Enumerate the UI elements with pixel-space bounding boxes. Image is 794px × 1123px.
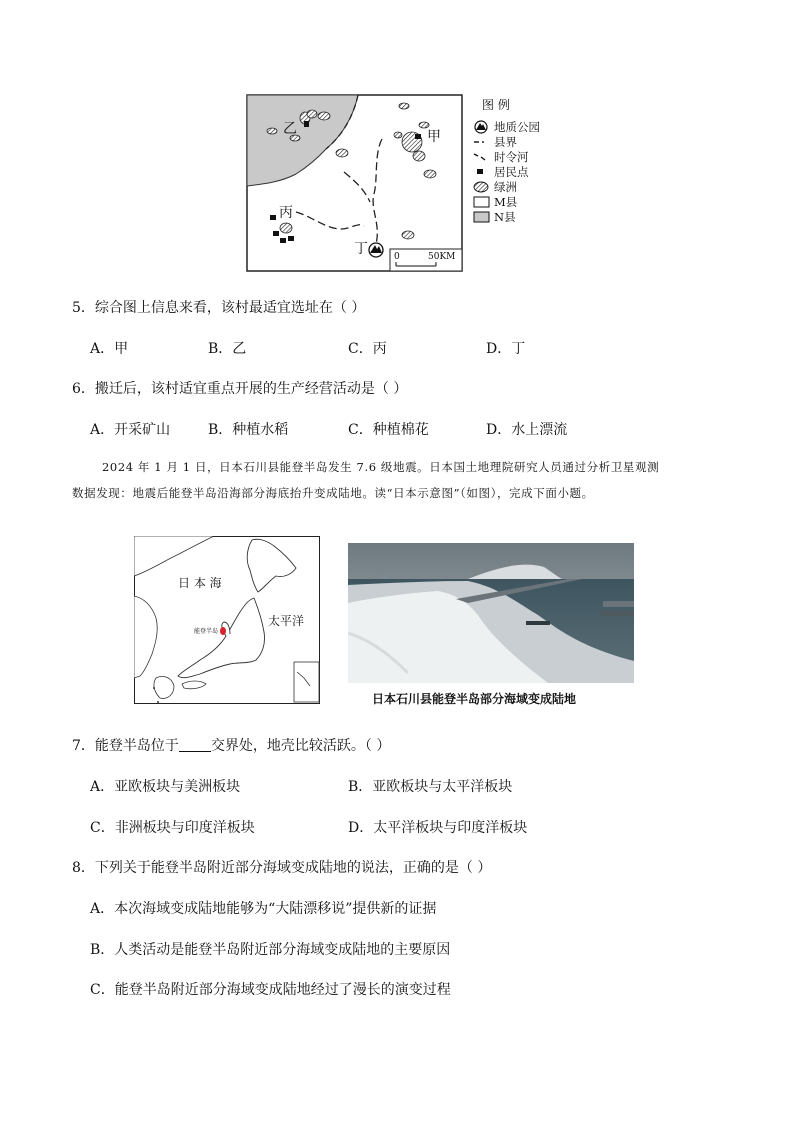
photo-caption: 日本石川县能登半岛部分海域变成陆地 [372,692,577,706]
legend-label: 居民点 [494,164,529,179]
legend-item [472,134,582,149]
q5-option-c[interactable]: C．丙 [348,341,387,357]
legend-title: 图 例 [482,98,510,112]
label-ding: 丁 [354,241,368,257]
seasonal-river-icon [472,150,494,164]
m-county-icon [472,195,494,209]
legend-item [472,194,582,209]
county-map [246,94,463,272]
q8-option-b[interactable]: B．人类活动是能登半岛附近部分海域变成陆地的主要原因 [90,942,451,958]
answer-blank [179,739,211,752]
q5-option-b[interactable]: B．乙 [208,341,247,357]
legend-label: 县界 [494,134,517,149]
q7-stem-after: 交界处，地壳比较活跃。（ ） [210,738,391,754]
legend-item [472,149,582,164]
question-8-stem: 8．下列关于能登半岛附近部分海域变成陆地的说法，正确的是（ ） [72,860,492,876]
map-legend [472,96,582,224]
q6-option-d[interactable]: D．水上漂流 [486,422,568,438]
label-bing: 丙 [279,205,293,221]
q7-option-d[interactable]: D．太平洋板块与印度洋板块 [348,820,528,836]
q5-option-a[interactable]: A．甲 [90,341,129,357]
geopark-icon [472,120,494,134]
legend-item [472,119,582,134]
q5-option-d[interactable]: D．丁 [486,341,526,357]
scale-distance: 50KM [428,252,456,262]
legend-label: 时令河 [494,149,529,164]
legend-item [472,209,582,224]
oasis-icon [472,180,494,194]
q7-option-b[interactable]: B．亚欧板块与太平洋板块 [348,779,513,795]
q7-option-a[interactable]: A．亚欧板块与美洲板块 [90,779,241,795]
pacific-label: 太平洋 [268,614,305,628]
noto-peninsula-label: 能登半岛 [194,628,219,635]
settlement-icon [472,165,494,179]
q8-option-a[interactable]: A．本次海域变成陆地能够为“大陆漂移说”提供新的证据 [90,901,437,917]
passage-intro [72,454,732,506]
sea-of-japan-label: 日 本 海 [178,576,222,590]
coast-photo [348,543,634,683]
epicenter-dot [220,627,226,635]
q6-option-b[interactable]: B．种植水稻 [208,422,289,438]
legend-label: 绿洲 [494,179,517,194]
q6-option-a[interactable]: A．开采矿山 [90,422,171,438]
passage-line-2: 数据发现：地震后能登半岛沿海部分海底抬升变成陆地。读“日本示意图”（如图），完成下面小题。 [72,486,594,500]
legend-label: M县 [494,194,518,209]
japan-map [134,536,320,704]
q7-stem-before: 7．能登半岛位于 [72,738,179,754]
label-jia: 甲 [427,129,441,145]
passage-line-1: 2024 年 1 月 1 日，日本石川县能登半岛发生 7.6 级地震。日本国土地理院研究人员通过分析卫星观测 [102,460,660,474]
q6-option-c[interactable]: C．种植棉花 [348,422,429,438]
scale-zero: 0 [394,252,400,262]
geopark-marker [369,243,383,257]
n-county-icon [472,210,494,224]
q7-option-c[interactable]: C．非洲板块与印度洋板块 [90,820,255,836]
legend-label: 地质公园 [494,119,540,134]
legend-item [472,179,582,194]
question-6-stem: 6．搬迁后，该村适宜重点开展的生产经营活动是（ ） [72,381,408,397]
q8-option-c[interactable]: C．能登半岛附近部分海域变成陆地经过了漫长的演变过程 [90,982,451,998]
question-7-stem [72,735,390,755]
county-border-icon [472,135,494,149]
legend-label: N县 [494,209,516,224]
question-5-stem: 5．综合图上信息来看，该村最适宜选址在（ ） [72,300,366,316]
coast-photo-svg [348,543,634,683]
legend-item [472,164,582,179]
label-yi: 乙 [283,121,297,137]
